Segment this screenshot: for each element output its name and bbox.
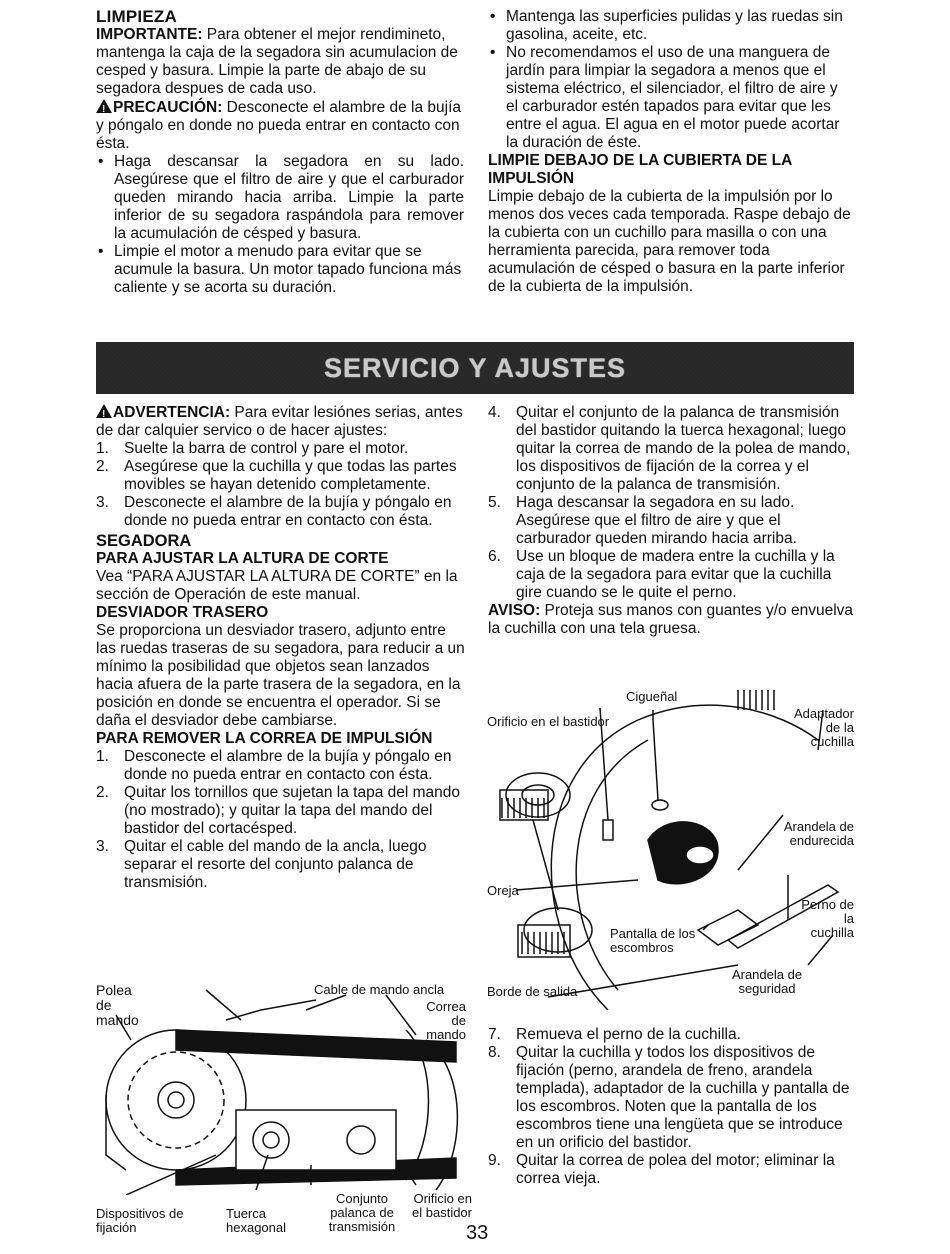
aviso xyxy=(488,602,854,638)
altura-title: PARA AJUSTAR LA ALTURA DE CORTE xyxy=(96,550,389,567)
aviso-text: Proteja sus manos con guantes y/o envuelva la cuchilla con una tela gruesa. xyxy=(488,602,854,637)
label-arandela-endurecida: Arandela de endurecida xyxy=(783,819,854,848)
correa-title: PARA REMOVER LA CORREA DE IMPULSIÓN xyxy=(96,730,433,747)
desviador-text: Se proporciona un desviador trasero, adjunto entre las ruedas traseras de su segadora, para reducir a un mínimo la posibilidad que objetos sean lanzados hacia afuera de la parte trasera de la segadora, en la posición en donde se encuentra el operador. Si se daña el desviador debe cambiarse. xyxy=(96,622,465,729)
list-item: 2. Quitar los tornillos que sujetan la tapa del mando (no mostrado); y quitar la tapa del mando del bastidor del cortacésped. xyxy=(96,784,461,837)
label-dispositivos: Dispositivos de fijación xyxy=(96,1206,184,1235)
limpieza-bullet: • Limpie el motor a menudo para evitar que se acumule la basura. Un motor tapado funciona más caliente y se acorta su duración. xyxy=(96,243,464,297)
limpieza-bullet: • Haga descansar la segadora en su lado. Asegúrese que el filtro de aire y que el carburador queden mirando hacia arriba. Limpie la parte inferior de su segadora raspándola para remover la acumulación de césped y basura. xyxy=(96,153,464,243)
label-cable: Cable de mando ancla xyxy=(314,982,445,997)
label-perno: Perno de la cuchilla xyxy=(801,897,854,940)
servicio-right xyxy=(488,404,854,638)
caution-label: PRECAUCIÓN: xyxy=(113,99,223,116)
list-item: 9. Quitar la correa de polea del motor; eliminar la correa vieja. xyxy=(488,1152,835,1187)
list-item: 4. Quitar el conjunto de la palanca de transmisión del bastidor quitando la tuerca hexagonal; luego quitar la correa de mando de la polea de mando, los dispositivos de fijación de la correa y el conjunto de la palanca de transmisión. xyxy=(488,404,851,493)
advertencia-label: ADVERTENCIA: xyxy=(113,404,231,421)
label-borde-salida: Borde de salida xyxy=(487,984,578,999)
limpieza-section xyxy=(96,8,464,297)
list-item: 5. Haga descansar la segadora en su lado. Asegúrese que el filtro de aire y que el carburador queden mirando hacia arriba. xyxy=(488,494,797,547)
limpieza-bullet: • Mantenga las superficies pulidas y las ruedas sin gasolina, aceite, etc. xyxy=(488,8,852,44)
important-text: Para obtener el mejor rendimineto, mantenga la caja de la segadora sin acumulacion de cesped y basura. Limpie la parte de abajo de su segadora despues de cada uso. xyxy=(96,26,458,97)
list-item: 1. Desconecte el alambre de la bujía y póngalo en donde no pueda entrar en contacto con ésta. xyxy=(96,748,452,783)
list-item: 1. Suelte la barra de control y pare el motor. xyxy=(96,440,409,457)
segadora-title: SEGADORA xyxy=(96,532,192,550)
important-label: IMPORTANTE: xyxy=(96,26,203,43)
label-conjunto: Conjunto palanca de transmisión xyxy=(328,1191,396,1234)
list-item: 3. Desconecte el alambre de la bujía y póngalo en donde no pueda entrar en contacto con ésta. xyxy=(96,494,452,529)
page-number: 33 xyxy=(466,1222,489,1244)
limpieza-important xyxy=(96,26,464,98)
label-orificio: Orificio en el bastidor xyxy=(412,1191,472,1220)
advertencia xyxy=(96,404,466,440)
label-arandela-seguridad: Arandela de seguridad xyxy=(731,967,803,996)
limpieza-caution xyxy=(96,99,464,153)
warning-icon xyxy=(96,404,112,418)
list-item: 7. Remueva el perno de la cuchilla. xyxy=(488,1026,741,1043)
label-adaptador: Adaptador de la cuchilla xyxy=(794,706,854,749)
advertencia-text: Para evitar lesiónes serias, antes de dar calquier servico o de hacer ajustes: xyxy=(96,404,463,439)
list-item: 6. Use un bloque de madera entre la cuchilla y la caja de la segadora para evitar que la cuchilla gire cuando se le quite el perno. xyxy=(488,548,835,601)
servicio-left xyxy=(96,404,466,892)
banner-title: SERVICIO Y AJUSTES xyxy=(323,352,627,383)
label-oreja: Oreja xyxy=(487,883,519,898)
warning-icon xyxy=(96,99,112,113)
label-orificio-bastidor: Orificio en el bastidor xyxy=(487,714,610,729)
label-cigueñal: Cigueñal xyxy=(626,689,678,704)
limpieza-bullet: • No recomendamos el uso de una manguera de jardín para limpiar la segadora a menos que el sistema eléctrico, el silenciador, el filtro de aire y el carburador estén tapados para evitar que les entre el agua. El agua en el motor puede acortar la duración de éste. xyxy=(488,44,852,152)
label-correa: Correa de mando xyxy=(426,999,466,1042)
label-polea: Polea de mando xyxy=(96,982,139,1028)
servicio-right-2 xyxy=(488,1026,854,1188)
caution-text: Desconecte el alambre de la bujía y póngalo en donde no pueda entrar en contacto con ésta. xyxy=(96,99,462,152)
limpieza-title: LIMPIEZA xyxy=(96,7,177,26)
aviso-label: AVISO: xyxy=(488,602,541,619)
section-banner xyxy=(96,342,854,394)
limpieza-right xyxy=(488,8,852,296)
list-item: 8. Quitar la cuchilla y todos los dispositivos de fijación (perno, arandela de freno, arandela templada), adaptador de la cuchilla y pantalla de los escombros. Noten que la pantalla de los escombros tiene una lengüeta que se introduce en un orificio del bastidor. xyxy=(488,1044,850,1151)
list-item: 2. Asegúrese que la cuchilla y que todas las partes movibles se hayan detenido completamente. xyxy=(96,458,457,493)
limpie-debajo-title: LIMPIE DEBAJO DE LA CUBIERTA DE LA IMPULSIÓN xyxy=(488,152,792,187)
altura-text: Vea “PARA AJUSTAR LA ALTURA DE CORTE” en la sección de Operación de este manual. xyxy=(96,568,458,603)
desviador-title: DESVIADOR TRASERO xyxy=(96,604,269,621)
list-item: 3. Quitar el cable del mando de la ancla, luego separar el resorte del conjunto palanca de transmisión. xyxy=(96,838,427,891)
label-pantalla: Pantalla de los escombros xyxy=(610,926,696,955)
label-tuerca: Tuerca hexagonal xyxy=(226,1206,286,1235)
limpie-debajo-text: Limpie debajo de la cubierta de la impulsión por lo menos dos veces cada temporada. Raspe debajo de la cubierta con un cuchillo para masilla o con una herramienta parecida, para remover toda acumulación de césped o basura en la parte inferior de la cubierta de la impulsión. xyxy=(488,188,851,295)
